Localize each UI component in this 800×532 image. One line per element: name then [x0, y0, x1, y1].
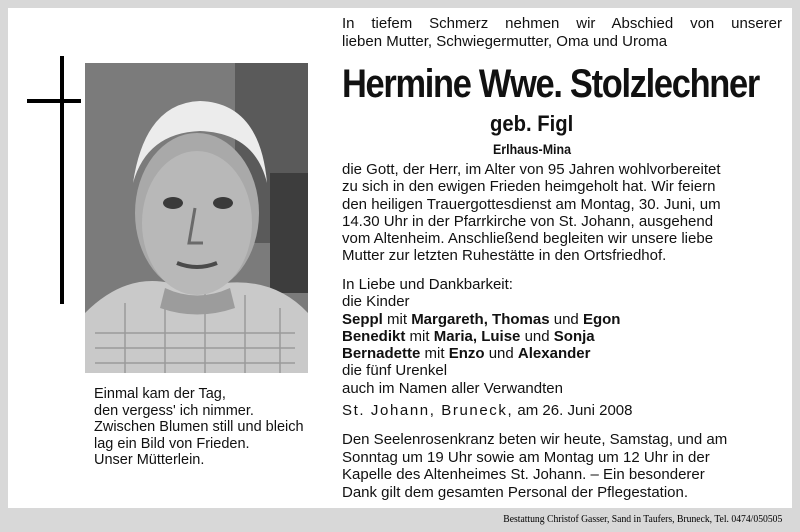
- connector: und: [549, 310, 583, 328]
- poem-line: Zwischen Blumen still und bleich: [94, 419, 304, 436]
- connector: mit: [420, 345, 449, 363]
- memorial-poem: [94, 386, 324, 469]
- body-line: die Gott, der Herr, im Alter von 95 Jahren wohlvorbereitet: [342, 161, 721, 178]
- partner-names: Alexander: [517, 345, 591, 363]
- connector: mit: [405, 327, 434, 345]
- mourners-list: [342, 276, 782, 397]
- mourners-heading: In Liebe und Dankbarkeit:: [342, 276, 513, 293]
- child-name: Bernadette: [342, 345, 421, 363]
- body-line: vom Altenheim. Anschließend begleiten wir unsere liebe: [342, 230, 714, 248]
- relatives-line: auch im Namen aller Verwandten: [342, 379, 563, 397]
- rosary-line: Den Seelenrosenkranz beten wir heute, Samstag, und am: [342, 431, 728, 448]
- place-and-date: [342, 402, 633, 420]
- partner-names: Margareth, Thomas: [411, 310, 550, 328]
- grandchildren-line: die fünf Urenkel: [342, 362, 448, 380]
- date: am 26. Juni 2008: [513, 402, 633, 419]
- poem-line: lag ein Bild von Frieden.: [94, 435, 250, 452]
- poem-line: den vergess' ich nimmer.: [94, 402, 254, 419]
- undertaker-credit: Bestattung Christof Gasser, Sand in Taufers, Bruneck, Tel. 0474/050505: [502, 514, 782, 525]
- partner-names: Enzo: [448, 345, 485, 363]
- rosary-notice: [342, 431, 782, 501]
- cross-vertical-bar: [60, 56, 64, 304]
- rosary-line: Kapelle des Altenheimes St. Johann. – Ein besonderer: [342, 466, 705, 483]
- rosary-line: Sonntag um 19 Uhr sowie am Montag um 12 Uhr in der: [342, 448, 710, 466]
- intro-line: In tiefem Schmerz nehmen wir Abschied von unserer: [342, 15, 782, 32]
- child-name: Benedikt: [342, 327, 406, 345]
- partner-names: Egon: [582, 310, 621, 328]
- body-line: den heiligen Trauergottesdienst am Montag, 30. Juni, um: [342, 195, 721, 213]
- partner-names: Sonja: [553, 327, 595, 345]
- nickname: Erlhaus-Mina: [493, 142, 571, 157]
- obituary-notice: [8, 8, 792, 508]
- intro-line: lieben Mutter, Schwiegermutter, Oma und Uroma: [342, 33, 668, 50]
- body-line: zu sich in den ewigen Frieden heimgeholt hat. Wir feiern: [342, 178, 716, 196]
- birth-name: geb. Figl: [490, 111, 574, 136]
- place: St. Johann, Bruneck,: [342, 402, 514, 419]
- body-line: Mutter zur letzten Ruhestätte in den Ortsfriedhof.: [342, 247, 667, 265]
- children-label: die Kinder: [342, 293, 410, 311]
- poem-line: Einmal kam der Tag,: [94, 386, 226, 402]
- cross-horizontal-bar: [27, 99, 81, 103]
- family-row: [342, 311, 782, 328]
- connector: und: [520, 327, 554, 345]
- portrait-illustration: [85, 63, 308, 373]
- deceased-name: Hermine Wwe. Stolzlechner: [342, 62, 759, 106]
- child-name: Seppl: [342, 310, 383, 328]
- connector: und: [484, 345, 518, 363]
- body-line: 14.30 Uhr in der Pfarrkirche von St. Johann, ausgehend: [342, 212, 714, 230]
- family-row: [342, 328, 782, 345]
- family-row: [342, 345, 782, 362]
- rosary-line: Dank gilt dem gesamten Personal der Pflegestation.: [342, 483, 689, 501]
- partner-names: Maria, Luise: [433, 327, 521, 345]
- intro-text: [342, 15, 782, 51]
- poem-line: Unser Mütterlein.: [94, 452, 205, 469]
- portrait-photo: [85, 63, 308, 373]
- announcement-body: [342, 161, 782, 265]
- connector: mit: [382, 310, 412, 328]
